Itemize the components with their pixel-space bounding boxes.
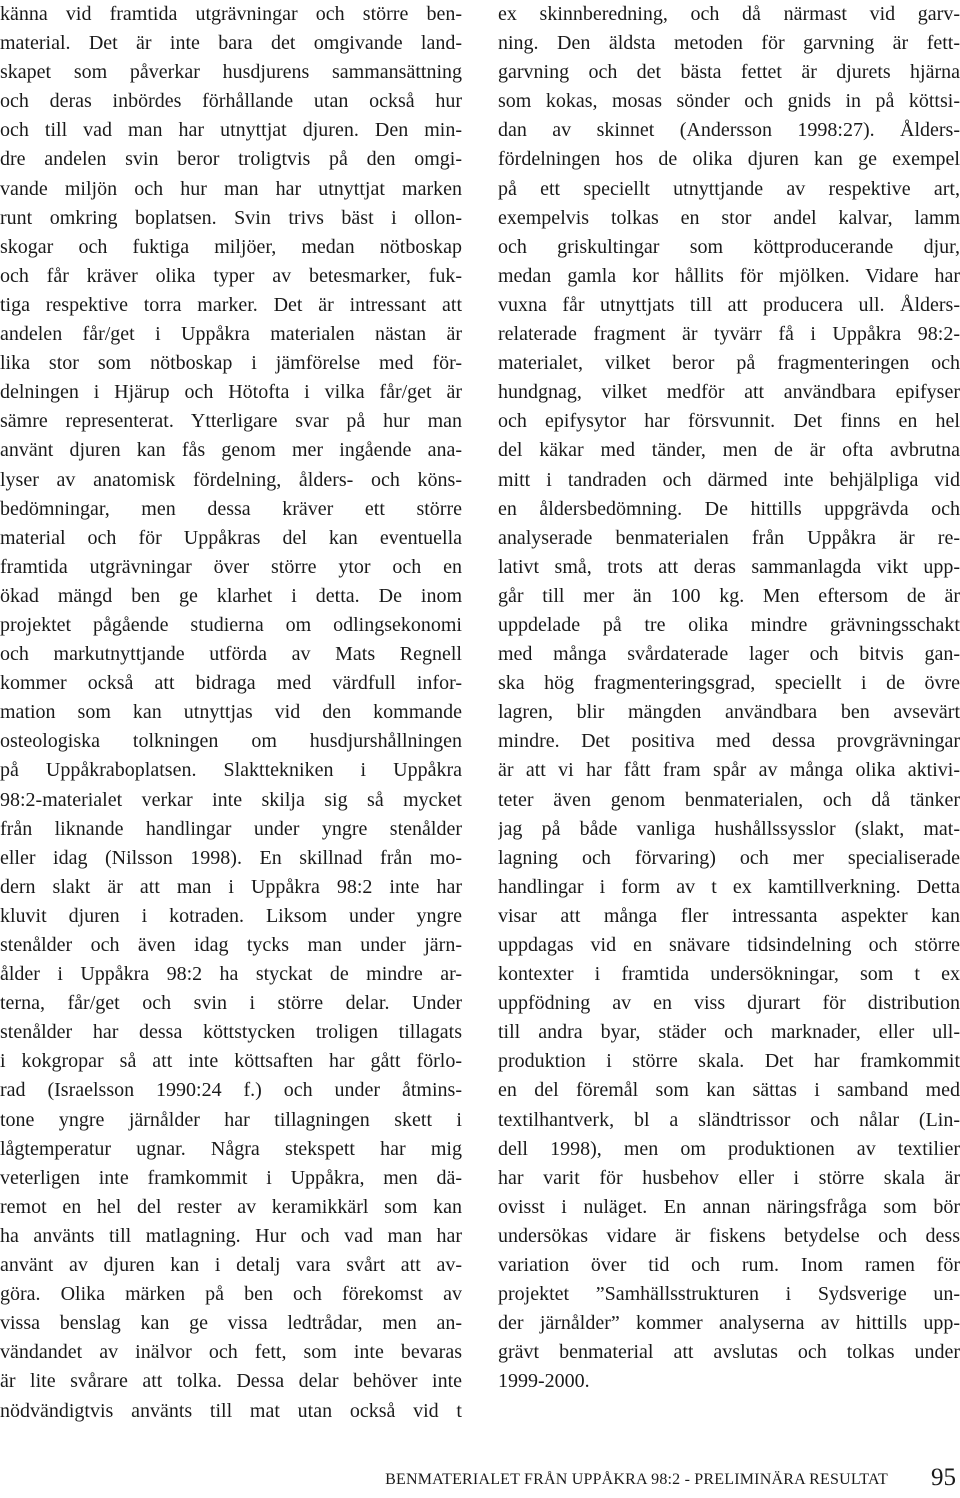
text-line: ex skinnberedning, och då närmast vid garv- [498, 3, 960, 25]
text-line: och epifysytor har försvunnit. Det finns en hel [498, 410, 960, 433]
text-line: garvning och det bästa fettet är djurets hjärna [498, 61, 960, 84]
text-line: lågtemperatur ugnar. Några stekspett har mig [0, 1137, 462, 1160]
text-line: tone yngre järnålder har tillagningen skett i [0, 1108, 462, 1131]
text-line: lagren, blir mängden användbara ben avsevärt [498, 701, 960, 724]
text-line: exempelvis tolkas en stor andel kalvar, lamm [498, 206, 960, 229]
text-line: mation som kan utnyttjas vid den kommande [0, 701, 462, 724]
text-line: en åldersbedömning. De hittills uppgrävda och [498, 497, 960, 520]
text-line: material. Det är inte bara det omgivande land- [0, 32, 462, 55]
text-line: material och för Uppåkras del kan eventuella [0, 526, 462, 549]
text-line: teter även genom benmaterialen, och då tänker [498, 788, 960, 811]
text-line: hundgnag, vilket medför att användbara epifyser [498, 381, 960, 404]
text-line: lika stor som nötboskap i jämförelse med för- [0, 352, 462, 375]
text-line: ning. Den äldsta metoden för garvning är fett- [498, 32, 960, 55]
text-line: fördelningen hos de olika djuren kan ge exempel [498, 148, 960, 171]
text-line: tiga respektive torra marker. Det är intressant att [0, 293, 462, 316]
left-text-column [0, 0, 462, 1426]
text-line: handlingar i form av t ex kamtillverkning. Detta [498, 875, 960, 898]
text-line: göra. Olika märken på ben och förekomst av [0, 1283, 462, 1306]
text-line: lagning och förvaring) och mer specialiserade [498, 846, 960, 869]
text-line: veterligen inte framkommit i Uppåkra, men dä- [0, 1166, 462, 1189]
text-line: kluvit djuren i kotraden. Liksom under yngre [0, 904, 462, 927]
text-line: medan gamla kor hållits för mjölken. Vidare har [498, 264, 960, 287]
text-line: produktion i större skala. Det har framkommit [498, 1050, 960, 1073]
text-line: skapet som påverkar husdjurens sammansättning [0, 61, 462, 84]
text-line: lyser av anatomisk fördelning, ålders- och köns- [0, 468, 462, 491]
text-line: ska hög fragmenteringsgrad, speciellt i de övre [498, 672, 960, 695]
text-line: vande miljön och hur man har utnyttjat marken [0, 177, 462, 200]
text-line: och får kräver olika typer av betesmarker, fuk- [0, 264, 462, 287]
text-line: är lite svårare att tolka. Dessa delar behöver inte [0, 1370, 462, 1393]
text-line: runt omkring boplatsen. Svin trivs bäst i ollon- [0, 206, 462, 229]
text-line: delningen i Hjärup och Hötofta i vilka får/get är [0, 381, 462, 404]
text-line: eller idag (Nilsson 1998). En skillnad från mo- [0, 846, 462, 869]
text-line: med många svårdaterade lager och bitvis gan- [498, 643, 960, 666]
text-line: visar att många fler intressanta aspekter kan [498, 904, 960, 927]
text-line: mitt i tandraden och därmed inte behjälpliga vid [498, 468, 960, 491]
text-line: projektet ”Samhällsstrukturen i Sydsverige un- [498, 1283, 960, 1306]
text-line: till andra byar, städer och marknader, eller ull- [498, 1021, 960, 1044]
text-line: och till vad man har utnyttjat djuren. Den min- [0, 119, 462, 142]
text-line: känna vid framtida utgrävningar och större ben- [0, 3, 462, 25]
text-line: uppdagas vid en snävare tidsindelning och större [498, 934, 960, 956]
text-line: skogar och fuktiga miljöer, medan nötboskap [0, 235, 462, 258]
text-line: från liknande handlingar under yngre stenålder [0, 817, 462, 840]
text-line: analyserade benmaterialen från Uppåkra är re- [498, 526, 960, 549]
text-line: andelen får/get i Uppåkra materialen nästan är [0, 323, 462, 346]
text-line: framtida utgrävningar över större ytor och en [0, 555, 462, 578]
page-number: 95 [931, 1464, 956, 1491]
text-line: uppfödning av en viss djurart för distribution [498, 992, 960, 1015]
text-line: vändandet av inälvor och fett, som inte bevaras [0, 1341, 462, 1364]
text-line: 1999-2000. [498, 1370, 590, 1393]
text-line: nödvändigtvis använts till mat utan också vid t [0, 1399, 462, 1422]
text-line: använt djuren kan fås genom mer ingående ana- [0, 439, 462, 462]
text-line: på ett speciellt utnyttjande av respektive art, [498, 177, 960, 200]
text-line: jag på både vanliga hushållssysslor (slakt, mat- [498, 817, 960, 840]
text-line: textilhantverk, bl a sländtrissor och nålar (Lin- [498, 1108, 960, 1131]
text-line: 98:2-materialet verkar inte skilja sig så mycket [0, 788, 462, 811]
text-line: på Uppåkraboplatsen. Slakttekniken i Uppåkra [0, 759, 462, 782]
text-line: kontexter i framtida undersökningar, som t ex [498, 963, 960, 986]
text-line: variation över tid och rum. Inom ramen för [498, 1254, 960, 1277]
text-line: som kokas, mosas sönder och gnids in på köttsi- [498, 90, 960, 113]
text-line: och griskultingar som köttproducerande djur, [498, 235, 960, 258]
text-line: ha använts till matlagning. Hur och vad man har [0, 1224, 462, 1247]
text-line: vuxna får utnyttjats till att producera ull. Ålders- [498, 293, 960, 316]
text-line: går till mer än 100 kg. Men eftersom de är [498, 584, 960, 607]
text-line: har varit för husbehov eller i större skala är [498, 1166, 960, 1189]
text-line: en del föremål som kan sättas i samband med [498, 1079, 960, 1102]
text-line: ovisst i nuläget. En annan näringsfråga som bör [498, 1195, 960, 1218]
text-line: i kokgropar så att inte köttsaften har gått förlo- [0, 1050, 462, 1073]
text-line: ålder i Uppåkra 98:2 ha styckat de mindre ar- [0, 963, 462, 986]
text-line: der järnålder” kommer analyserna av hittills upp- [498, 1312, 960, 1335]
text-line: bedömningar, men dessa kräver ett större [0, 497, 462, 520]
page-footer [0, 1464, 960, 1494]
text-line: och markutnyttjande utförda av Mats Regnell [0, 643, 462, 666]
text-line: uppdelade på tre olika mindre grävningsschakt [498, 613, 960, 636]
text-line: undersökas vidare är fiskens betydelse och dess [498, 1224, 960, 1247]
text-line: grävt benmaterial att avslutas och tolkas under [498, 1341, 960, 1364]
text-line: rad (Israelsson 1990:24 f.) och under åtmins- [0, 1079, 462, 1102]
text-line: är att vi har fått fram spår av många olika aktivi- [498, 759, 960, 782]
text-line: använt av djuren kan i detalj vara svårt att av- [0, 1254, 462, 1277]
text-line: vissa benslag kan ge vissa ledtrådar, men an- [0, 1312, 462, 1335]
text-line: remot en hel del rester av keramikkärl som kan [0, 1195, 462, 1218]
text-line: del käkar med tänder, men de är ofta avbrutna [498, 439, 960, 462]
text-line: dell 1998), men om produktionen av textilier [498, 1137, 960, 1160]
text-line: och deras inbördes förhållande utan också hur [0, 90, 462, 113]
text-line: osteologiska tolkningen om husdjurshållningen [0, 730, 462, 753]
text-line: kommer också att bidraga med värdfull infor- [0, 672, 462, 695]
text-line: dan av skinnet (Andersson 1998:27). Ålders- [498, 119, 960, 142]
right-text-column [498, 0, 960, 1397]
text-line: sämre representerat. Ytterligare svar på hur man [0, 410, 462, 433]
text-line: ökad mängd ben ge klarhet i detta. De inom [0, 584, 462, 607]
text-line: projektet pågående studierna om odlingsekonomi [0, 613, 462, 636]
text-line: stenålder har dessa köttstycken troligen tillagats [0, 1021, 462, 1044]
text-line: dre andelen svin beror troligtvis på den omgi- [0, 148, 462, 171]
text-line: terna, får/get och svin i större delar. Under [0, 992, 462, 1015]
text-line: relaterade fragment är tyvärr få i Uppåkra 98:2- [498, 323, 960, 346]
text-line: dern slakt är att man i Uppåkra 98:2 inte har [0, 875, 462, 898]
text-line: materialet, vilket beror på fragmenteringen och [498, 352, 960, 375]
text-line: lativt små, trots att deras sammanlagda vikt upp- [498, 555, 960, 578]
text-line: mindre. Det positiva med dessa provgrävningar [498, 730, 960, 753]
text-line: stenålder och även idag tycks man under järn- [0, 934, 462, 956]
running-head: BENMATERIALET FRÅN UPPÅKRA 98:2 - PRELIMINÄRA RESULTAT [385, 1471, 888, 1488]
